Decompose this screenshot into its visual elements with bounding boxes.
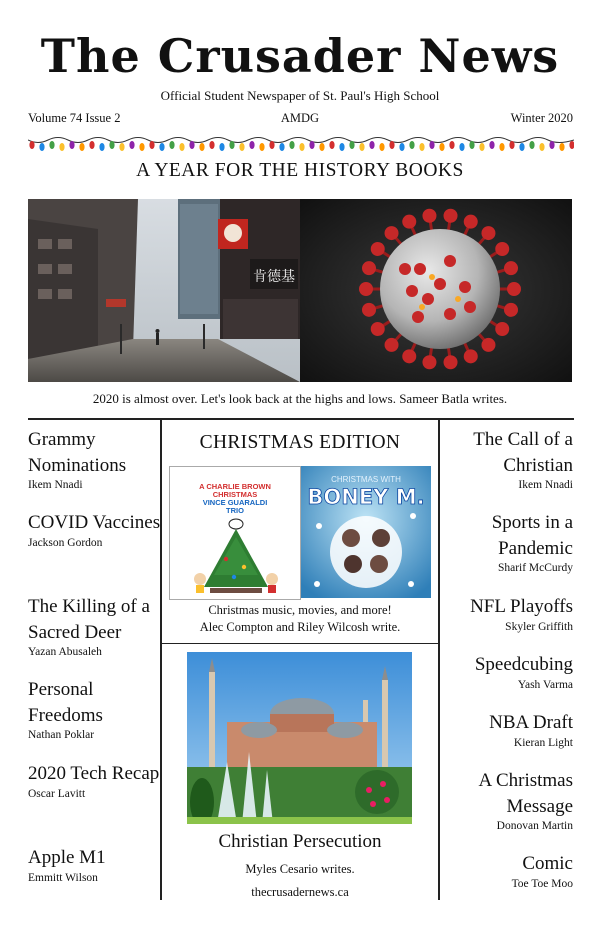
story-title: NFL Playoffs	[470, 596, 573, 617]
light-bulb	[309, 141, 314, 149]
story-byline: Skyler Griffith	[505, 620, 573, 633]
story-title: The Killing of a Sacred Deer	[28, 596, 150, 643]
light-bulb	[189, 141, 194, 149]
story-right[interactable]	[438, 710, 573, 750]
story-title: Personal Freedoms	[28, 679, 103, 726]
light-bulb	[249, 141, 254, 149]
light-bulb	[139, 143, 144, 151]
light-bulb	[399, 143, 404, 151]
light-bulb	[319, 143, 324, 151]
story-left[interactable]	[28, 427, 163, 492]
story-byline: Kieran Light	[513, 736, 573, 749]
charlie-brown-album-cover[interactable]	[169, 466, 301, 600]
light-bulb	[79, 143, 84, 151]
masthead-title: The Crusader News	[40, 29, 560, 83]
street-photo	[28, 199, 300, 382]
album-artist-line: TRIO	[226, 506, 244, 515]
issue-motto: AMDG	[280, 111, 320, 125]
light-bulb	[519, 143, 524, 151]
light-bulb	[569, 141, 574, 149]
light-bulb	[109, 141, 114, 149]
story-right[interactable]	[438, 768, 573, 833]
light-bulb	[229, 141, 234, 149]
light-bulb	[369, 141, 374, 149]
story-right[interactable]	[438, 652, 573, 692]
light-bulb	[379, 143, 384, 151]
light-bulb	[409, 141, 414, 149]
light-bulb	[119, 143, 124, 151]
light-bulb	[29, 141, 34, 149]
story-left[interactable]	[28, 845, 163, 885]
story-title: Sports in a Pandemic	[491, 512, 573, 559]
story-byline: Jackson Gordon	[28, 536, 103, 549]
story-title: 2020 Tech Recap	[28, 763, 160, 784]
light-bulb	[179, 143, 184, 151]
story-right[interactable]	[438, 851, 573, 891]
album-title-line: CHRISTMAS	[212, 490, 258, 499]
light-bulb	[199, 143, 204, 151]
cover-caption: 2020 is almost over. Let's look back at the highs and lows. Sameer Batla writes.	[92, 391, 508, 406]
light-bulb	[89, 141, 94, 149]
light-bulb	[349, 141, 354, 149]
light-bulb	[99, 143, 104, 151]
christmas-lights-decoration	[28, 132, 574, 154]
story-byline: Ikem Nnadi	[28, 479, 83, 491]
story-left[interactable]	[28, 761, 163, 801]
light-bulb	[549, 141, 554, 149]
story-title: The Call of a Christian	[473, 429, 573, 476]
light-bulb	[299, 143, 304, 151]
light-bulb	[419, 143, 424, 151]
light-bulb	[509, 141, 514, 149]
story-byline: Yazan Abusaleh	[28, 646, 102, 658]
christmas-caption-line: Christmas music, movies, and more!	[208, 603, 392, 617]
light-bulb	[459, 143, 464, 151]
light-bulb	[259, 143, 264, 151]
boney-m-album-cover[interactable]	[301, 466, 431, 598]
story-title: Comic	[522, 853, 573, 874]
story-right[interactable]	[438, 427, 573, 492]
light-bulb	[289, 141, 294, 149]
story-byline: Sharif McCurdy	[497, 562, 573, 574]
persecution-title: Christian Persecution	[218, 831, 382, 852]
light-bulb	[69, 141, 74, 149]
light-bulb	[219, 143, 224, 151]
story-right[interactable]	[438, 510, 573, 575]
story-left[interactable]	[28, 510, 163, 550]
light-bulb	[479, 143, 484, 151]
story-byline: Nathan Poklar	[28, 729, 95, 741]
light-bulb	[149, 141, 154, 149]
story-byline: Donovan Martin	[496, 820, 573, 832]
light-bulb	[39, 143, 44, 151]
light-bulb	[439, 143, 444, 151]
section-divider	[28, 418, 574, 420]
coronavirus-image	[300, 199, 572, 382]
album-title-line: A CHARLIE BROWN	[199, 482, 271, 491]
light-bulb	[389, 141, 394, 149]
story-byline: Oscar Lavitt	[28, 787, 86, 800]
story-left[interactable]	[28, 677, 163, 742]
album-top-text: CHRISTMAS WITH	[331, 475, 401, 484]
christmas-byline: Alec Compton and Riley Wilcosh write.	[199, 620, 401, 634]
light-bulb	[49, 141, 54, 149]
christmas-section-title: CHRISTMAS EDITION	[199, 432, 401, 453]
light-bulb	[329, 141, 334, 149]
light-bulb	[489, 141, 494, 149]
album-band-name: BONEY M.	[307, 485, 425, 509]
light-bulb	[279, 143, 284, 151]
center-divider	[161, 643, 438, 644]
album-artist-line: VINCE GUARALDI	[202, 498, 268, 507]
light-bulb	[559, 143, 564, 151]
story-byline: Emmitt Wilson	[28, 871, 98, 884]
story-title: A Christmas Message	[478, 770, 573, 817]
light-bulb	[429, 141, 434, 149]
light-bulb	[359, 143, 364, 151]
kfc-sign-text: 肯德基	[253, 269, 295, 285]
story-right[interactable]	[438, 594, 573, 634]
story-byline: Toe Toe Moo	[511, 877, 573, 890]
story-title: Apple M1	[28, 847, 106, 868]
issue-volume: Volume 74 Issue 2	[28, 111, 121, 125]
christmas-caption	[162, 602, 438, 636]
light-bulb	[159, 143, 164, 151]
story-title: COVID Vaccines	[28, 512, 161, 533]
light-bulb	[239, 143, 244, 151]
cover-headline: A YEAR FOR THE HISTORY BOOKS	[136, 160, 464, 181]
light-bulb	[339, 143, 344, 151]
light-bulb	[59, 143, 64, 151]
light-bulb	[539, 143, 544, 151]
persecution-byline: Myles Cesario writes.	[245, 862, 355, 876]
light-bulb	[269, 141, 274, 149]
story-left[interactable]	[28, 594, 163, 659]
light-bulb	[449, 141, 454, 149]
light-bulb	[469, 141, 474, 149]
light-bulb	[499, 143, 504, 151]
story-title: Speedcubing	[474, 654, 573, 675]
light-bulb	[529, 141, 534, 149]
story-title: Grammy Nominations	[28, 429, 127, 476]
light-bulb	[209, 141, 214, 149]
story-byline: Ikem Nnadi	[518, 479, 573, 491]
light-bulb	[169, 141, 174, 149]
masthead-tagline: Official Student Newspaper of St. Paul's High School	[160, 88, 440, 103]
website-link[interactable]: thecrusadernews.ca	[251, 885, 349, 899]
story-title: NBA Draft	[489, 712, 573, 733]
issue-season: Winter 2020	[510, 111, 573, 125]
light-bulb	[129, 141, 134, 149]
story-byline: Yash Varma	[517, 678, 573, 691]
hagia-sophia-photo[interactable]	[187, 652, 412, 824]
